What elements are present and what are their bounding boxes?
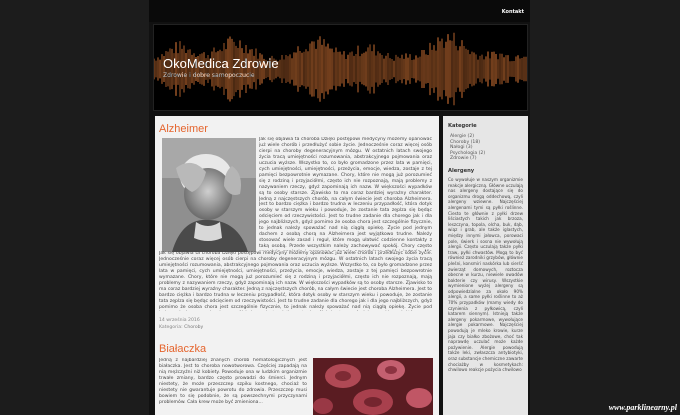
sidebar-categories-list [450, 134, 485, 162]
post-category-link[interactable]: Choroby [184, 325, 204, 330]
post-image-blood-cells [313, 358, 433, 415]
post-category-label: Kategoria: [159, 325, 183, 330]
site-header [153, 24, 528, 111]
site-subtitle: Zdrowie i dobre samopoczucie [163, 72, 255, 79]
nav-link-contact[interactable]: Kontakt [501, 9, 524, 15]
sidebar-category-item[interactable]: Zdrowie (7) [450, 156, 477, 162]
sidebar-allergy-heading: Alergeny [448, 168, 475, 174]
sidebar-category-item[interactable]: Choroby (18) [450, 139, 481, 145]
post-date: 14 września 2016 [159, 318, 200, 323]
post-category-line [159, 325, 203, 330]
post-body-alzheimer-full: Jak się objawia ta choroba Dzięki postępowi medycyny możemy opanować już wiele chorób i przedłużyć sobie życie. Jednocześnie coraz więcej osób cierpi na choroby degeneracyjnym mózgu. W ostatnich latach swojego życia tracą umiejętności rozumowania, abstrakcyjnego pojmowania oraz uczucia wyższe. Wszystko to, co było gromadzone przez lata w pamięci, cych umiejętności, umiejętności, przeżycia, emocje, wiedza, zostaje z tej pamięci bezpowrotnie wymazane. Chory, które nie mogą już porozumieć się z rodziną i przyjaciółmi, często ich nie rozpoznają, mają problemy z nazywaniem rzeczy, gdyż zapominają ich nazw. W większości wypadków są to osoby starsze. Zjawisko to ma coraz bardziej wyraźny charakter. Jedną z najczęstszych chorób, na całym świecie jest choroba Alzheimera. Jest to bardzo ciężka i bardzo trudna w leczeniu przypadłość, która dotyk osoby w starszym wieku i powoduje, że zostanie tata zęplza się będąc odcięciem od rzeczywistości. Jest to trudne zadanie dla chorego jak i dla jego najbliższych, gdyż pomimo że osoba chora jest szczególnie fizycznie, to jednak należy spoważać nad nią ciągłą opiekę. Życie pod [159, 251, 432, 310]
sidebar [443, 116, 528, 415]
sidebar-category-item[interactable]: Alergie (2) [450, 134, 475, 139]
post-image-elderly-woman [162, 138, 256, 252]
main-content [155, 116, 439, 415]
watermark: www.parklinearny.pl [608, 403, 677, 412]
post-title-bialaczka[interactable]: Białaczka [159, 343, 207, 355]
sidebar-category-item[interactable]: Nałogi (3) [450, 145, 473, 151]
sidebar-category-item[interactable]: Psychologia (2) [450, 150, 486, 156]
post-title-alzheimer[interactable]: Alzheimer [159, 123, 208, 135]
post-body-bialaczka: Jedną z najbardziej znanych chorób hematologicznych jest białaczka. Jest to choroba nowotworowa. Częściej zapadają na nią mężczyźni niż kobiety. Powoduje ona w ludzkim organizmie trwałe zmiany, bardzo często prowadzi do śmierci. Jednym niestety, że może przeszczep szpiku kostnego, chociaż to niestety nie gwarantuje powrotu do zdrowia. Przeszczep musi bowiem to się podobnie, że są powszechnymi przyczynami problemów. Cała krew może być zmieniona... [159, 358, 307, 405]
sidebar-categories-heading: Kategorie [448, 123, 477, 129]
top-nav-bar [149, 0, 530, 22]
sidebar-allergy-text: Co wywołuje w naszym organizmie reakcje alergiczną. Główne uczulają nas alergeny dostające się do organizmu drogą oddechową, czyli alergeny wziewne. Najczęściej alergenami tymi są pyłki roślinne. Ciesto te głównie z pyłki drzew liściastych takich jak brzoza, leszczyna, topola, olcha, buk, dąb, wiąz i grab, ale także iglastych, między innymi jałowca, porowaci pole, świerk i sosna nie wywołują alergii. Często uczulają także pyłki traw, pyłki chwastów. Mogą to być również zarodniki grzybów, głównie pleśni, konsmiri naskórka lub sierść zwierząt domowych, roztocza obecne w kurzu, niewiele owadów bakterie czy wirusy. Wszystkie wymienione wyżej alergeny są odpowiedzialne za około 90% alergii, a same pyłki roślinne to aż 70% przypadków (mamy wiedy do czynienia z pyłkowicą, czyli katarem siennym). Istnieją także alergeny pokarmowe, wywołujące alergie pokarmowe. Najczęściej powodują je mleko krowie, kurze jaja czy białko zbożowe, choć tak naprawdę uczulać może każde pożywienie. Alergie powodują także leki, zwłaszcza antybiotyki, oraz substancje chemiczne zawarte chociażby w kosmetykach: chwilowo reakcje pożycia chwilowo [448, 177, 523, 373]
post-body-alzheimer-wrap: Jak się objawia ta choroba Dzięki postępowi medycyny możemy opanować już wiele chorób i przedłużyć sobie życie. Jednocześnie coraz więcej osób cierpi na choroby degeneracyjnym mózgu. W ostatnich latach swojego życia tracą umiejętności rozumowania, abstrakcyjnego pojmowania oraz uczucia wyższe. Wszystko to, co było gromadzone przez lata w pamięci, cych umiejętności, umiejętności, przeżycia, emocje, wiedza, zostaje z tej pamięci bezpowrotnie wymazane. Chory, które nie mogą już porozumieć się z rodziną i przyjaciółmi, często ich nie rozpoznają, mają problemy z nazywaniem rzeczy, gdyż zapominają ich nazw. W większości wypadków są to osoby starsze. Zjawisko to ma coraz bardziej wyraźny charakter. Jedną z najczęstszych chorób, na całym świecie jest choroba Alzheimera. Jest to bardzo ciężka i bardzo trudna w leczeniu przypadłość, która dotyk osoby w starszym wieku i powoduje, że zostanie tata zęplza się będąc odcięciem od rzeczywistości. Jest to trudne zadanie dla chorego jak i dla jego najbliższych, gdyż pomimo że osoba chora jest szczególnie fizycznie, to jednak należy spoważać nad nią ciągłą opiekę. Życie pod jednym dachem z osobą chorą na Alzheimera jest wyjątkowo trudne. Należy stosować wiele zasad i reguł, które mogą ułatwić codzienne kontakty z taką osobą. Przede wszystkim należy zachowywać spokój. Chory często [259, 137, 432, 250]
site-title[interactable]: OkoMedica Zdrowie [163, 56, 279, 71]
